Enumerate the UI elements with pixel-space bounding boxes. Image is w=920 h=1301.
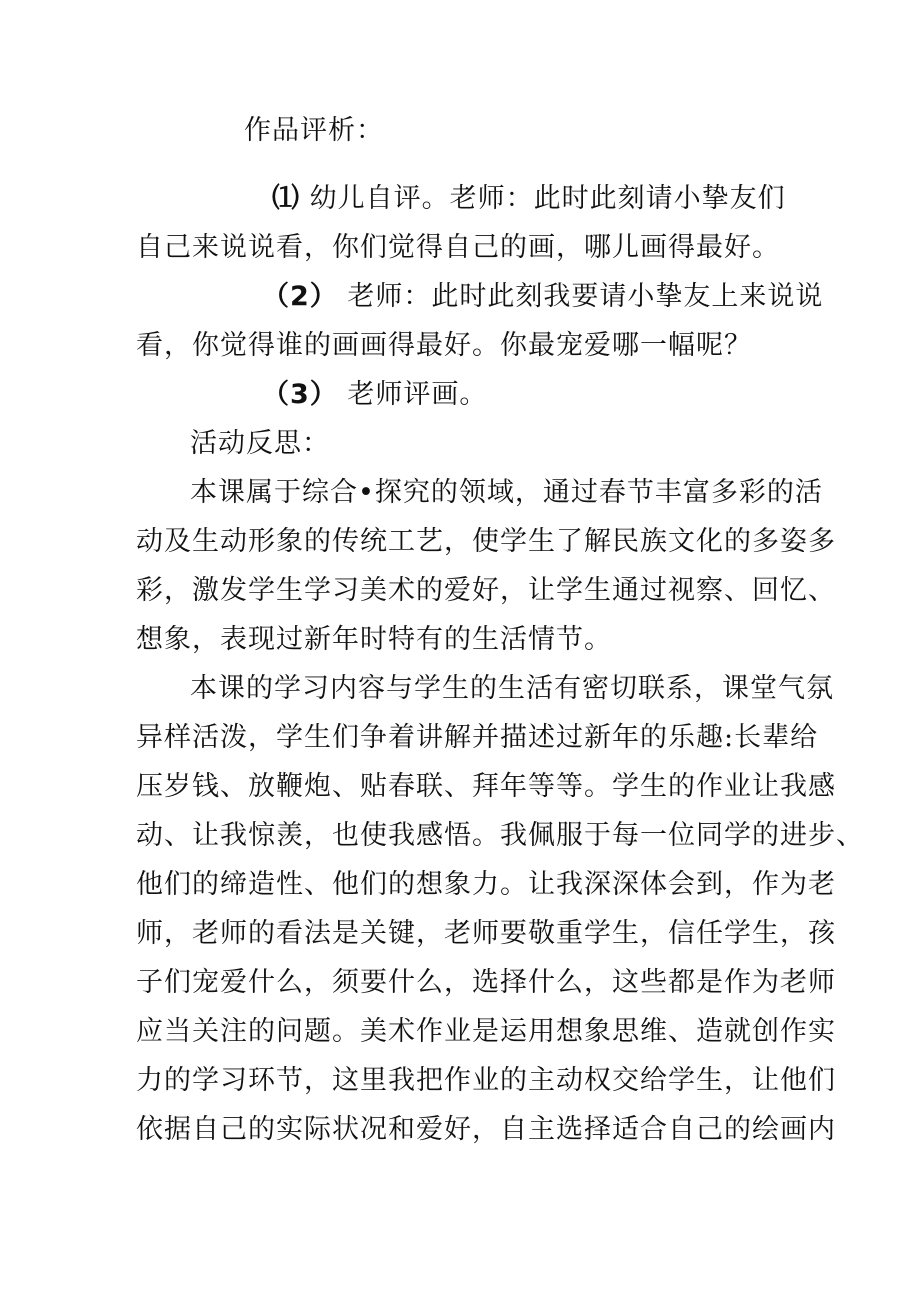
- para-2-line-8: 应当关注的问题。美术作业是运用想象思维、造就创作实: [136, 1016, 836, 1047]
- para-2-line-4: 动、让我惊羡，也使我感悟。我佩服于每一位同学的进步、: [136, 820, 864, 851]
- item-3-text: 老师评画。: [347, 379, 488, 410]
- item-1-line-1: [272, 176, 786, 222]
- para-2-line-7: 子们宠爱什么，须要什么，选择什么，这些都是作为老师: [136, 967, 836, 998]
- para-2-line-1: 本课的学习内容与学生的生活有密切联系，课堂气氛: [190, 673, 834, 704]
- para-1-line-2: 动及生动形象的传统工艺，使学生了解民族文化的多姿多: [136, 526, 836, 557]
- para-2-line-6: 师，老师的看法是关键，老师要敬重学生，信任学生，孩: [136, 918, 836, 949]
- item-1-number: ⑴: [272, 183, 300, 214]
- para-1-line-1: 本课属于综合•探究的领域，通过春节丰富多彩的活: [190, 477, 823, 508]
- item-1-line-2: 自己来说说看，你们觉得自己的画，哪儿画得最好。: [136, 232, 780, 263]
- item-3-number: （3）: [262, 379, 338, 410]
- para-1-line-3: 彩，激发学生学习美术的爱好，让学生通过视察、回忆、: [136, 575, 836, 606]
- para-2-line-10: 依据自己的实际状况和爱好，自主选择适合自己的绘画内: [136, 1114, 836, 1145]
- para-2-line-5: 他们的缔造性、他们的想象力。让我深深体会到，作为老: [136, 869, 836, 900]
- item-2-text: 老师：此时此刻我要请小挚友上来说说: [347, 281, 824, 312]
- para-2-line-3: 压岁钱、放鞭炮、贴春联、拜年等等。学生的作业让我感: [136, 771, 836, 802]
- item-3-line-1: [262, 372, 487, 418]
- para-2-line-9: 力的学习环节，这里我把作业的主动权交给学生，让他们: [136, 1065, 836, 1096]
- section-title-works-analysis: 作品评析：: [244, 115, 384, 146]
- para-2-line-2: 异样活泼，学生们争着讲解并描述过新年的乐趣:长辈给: [136, 722, 819, 753]
- item-1-text: 幼儿自评。老师：此时此刻请小挚友们: [309, 183, 786, 214]
- item-2-number: （2）: [262, 281, 338, 312]
- item-2-line-2: 看，你觉得谁的画画得最好。你最宠爱哪一幅呢？: [136, 330, 752, 361]
- para-1-line-4: 想象，表现过新年时特有的生活情节。: [136, 624, 612, 655]
- section-title-activity-reflection: 活动反思：: [190, 428, 330, 459]
- item-2-line-1: [262, 274, 823, 320]
